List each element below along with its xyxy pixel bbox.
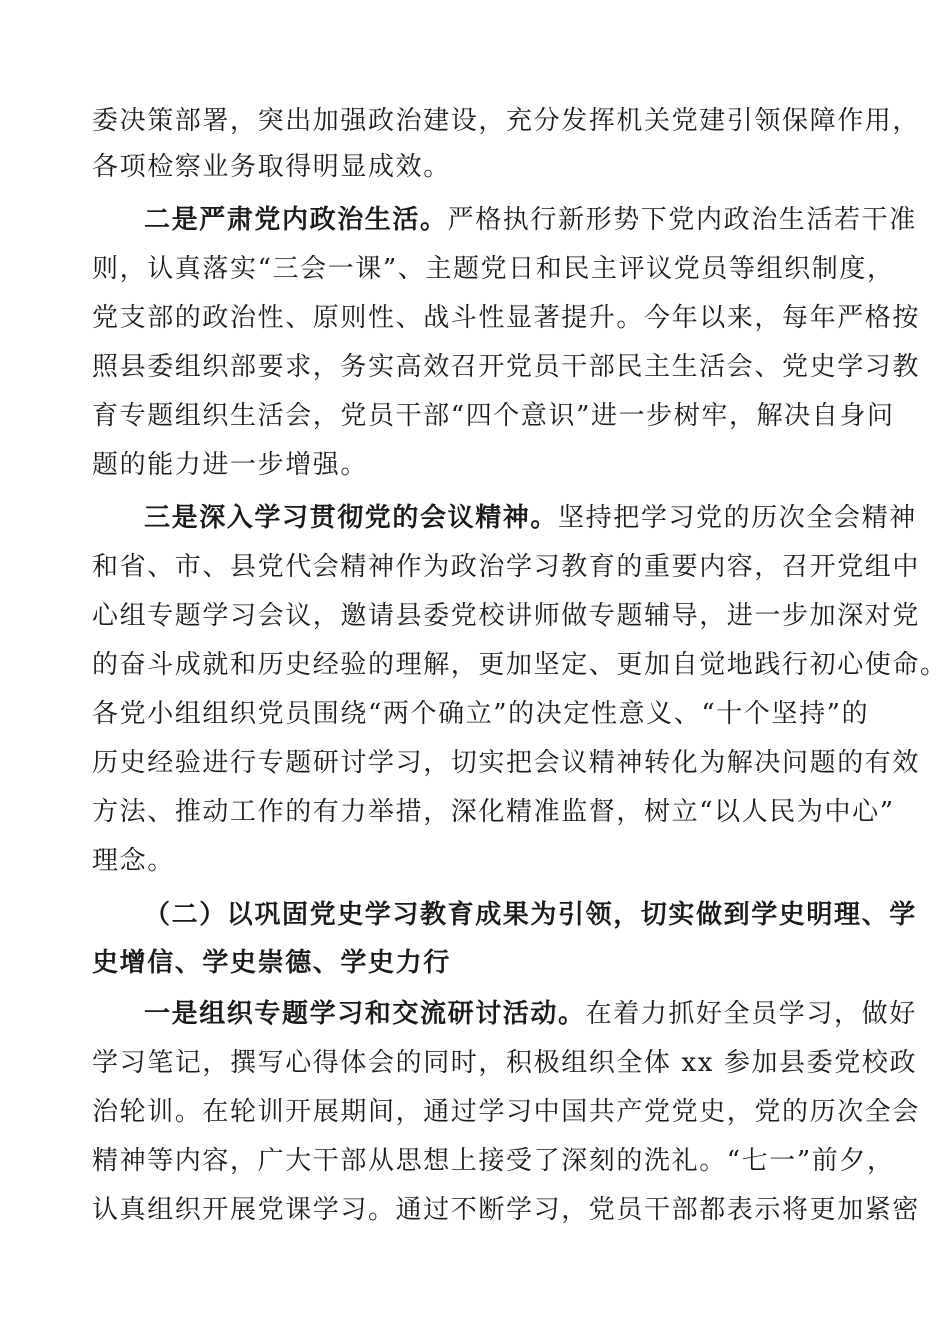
text-line: 心组专题学习会议，邀请县委党校讲师做专题辅导，进一步加深对党 bbox=[92, 601, 921, 631]
text-line: 各项检察业务取得明显成效。 bbox=[92, 152, 451, 182]
text-line: 精神等内容，广大干部从思想上接受了深刻的洗礼。“七一”前夕， bbox=[92, 1146, 895, 1176]
text-line: 治轮训。在轮训开展期间，通过学习中国共产党党史，党的历次全会 bbox=[92, 1097, 921, 1127]
section-heading: 史增信、学史崇德、学史力行 bbox=[92, 948, 451, 978]
paragraph-first-line bbox=[144, 501, 944, 535]
text-line: 学习笔记，撰写心得体会的同时，积极组织全体 xx 参加县委党校政 bbox=[92, 1048, 918, 1078]
paragraph-first-line bbox=[144, 203, 944, 237]
text-line: 照县委组织部要求，务实高效召开党员干部民主生活会、党史学习教 bbox=[92, 352, 921, 382]
text-line: 则，认真落实“三会一课”、主题党日和民主评议党员等组织制度， bbox=[92, 254, 895, 284]
paragraph-heading: 一是组织专题学习和交流研讨活动。 bbox=[144, 999, 586, 1029]
text-line: 的奋斗成就和历史经验的理解，更加坚定、更加自觉地践行初心使命。 bbox=[92, 650, 948, 680]
text-line: 各党小组组织党员围绕“两个确立”的决定性意义、“十个坚持”的 bbox=[92, 699, 870, 729]
text-line: 历史经验进行专题研讨学习，切实把会议精神转化为解决问题的有效 bbox=[92, 748, 921, 778]
paragraph-heading: 三是深入学习贯彻党的会议精神。 bbox=[144, 503, 559, 533]
text-line: 党支部的政治性、原则性、战斗性显著提升。今年以来，每年严格按 bbox=[92, 303, 921, 333]
text-span: 严格执行新形势下党内政治生活若干准 bbox=[447, 205, 917, 235]
section-heading: （二）以巩固党史学习教育成果为引领，切实做到学史明理、学 bbox=[144, 900, 917, 930]
text-line: 和省、市、县党代会精神作为政治学习教育的重要内容，召开党组中 bbox=[92, 552, 921, 582]
text-line: 方法、推动工作的有力举措，深化精准监督，树立“以人民为中心” bbox=[92, 797, 895, 827]
text-span: 坚持把学习党的历次全会精神 bbox=[558, 503, 917, 533]
paragraph-heading: 二是严肃党内政治生活。 bbox=[144, 205, 448, 235]
text-line: 题的能力进一步增强。 bbox=[92, 450, 369, 480]
text-line: 委决策部署，突出加强政治建设，充分发挥机关党建引领保障作用， bbox=[92, 106, 921, 136]
paragraph-first-line bbox=[144, 997, 944, 1031]
text-line: 理念。 bbox=[92, 846, 175, 876]
text-span: 在着力抓好全员学习，做好 bbox=[585, 999, 917, 1029]
text-line: 育专题组织生活会，党员干部“四个意识”进一步树牢，解决自身问 bbox=[92, 401, 895, 431]
text-line: 认真组织开展党课学习。通过不断学习，党员干部都表示将更加紧密 bbox=[92, 1195, 921, 1225]
